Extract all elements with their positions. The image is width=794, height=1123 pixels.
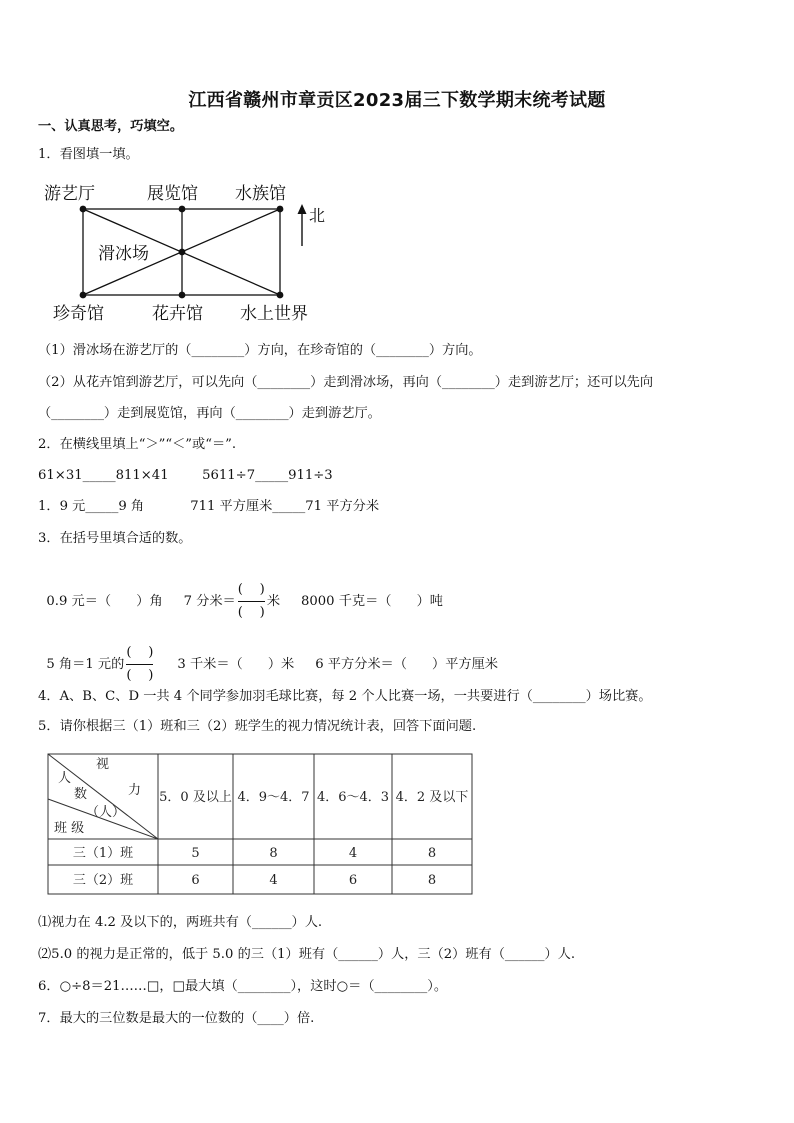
label-youyi: 游艺厅 (44, 184, 95, 204)
table-cell: 6 (191, 873, 200, 888)
q3-row1-right: 米 8000 千克＝（ ）吨 (266, 594, 443, 609)
diag-ren: 人 (58, 771, 72, 786)
q5-part2: ⑵5.0 的视力是正常的，低于 5.0 的三（1）班有（______）人，三（2）班有（______）人. (38, 947, 576, 962)
point-zhenqi (80, 292, 87, 299)
point-youyi (80, 206, 87, 213)
table-cell: 4 (348, 846, 358, 861)
table-row-label: 三（2）班 (72, 873, 134, 888)
label-zhenqi: 珍奇馆 (53, 304, 104, 324)
map-diagram (36, 176, 356, 328)
q1-part2-line1: （2）从花卉馆到游艺厅，可以先向（________）走到滑冰场，再向（________）走到游艺厅；还可以先向 (38, 375, 654, 390)
point-huahui (179, 292, 186, 299)
table-cell: 4 (269, 873, 278, 888)
label-huabing: 滑冰场 (98, 244, 149, 264)
north-label: 北 (309, 206, 326, 225)
table-row-label: 三（1）班 (72, 846, 134, 861)
diag-shu: 数 (74, 787, 88, 802)
q2-heading: 2．在横线里填上“＞”“＜”或“＝”. (38, 437, 237, 452)
section-heading: 一、认真思考，巧填空。 (38, 119, 184, 134)
north-arrow-icon (298, 204, 307, 246)
q3-row2-right: 3 千米＝（ ）米 6 平方分米＝（ ）平方厘米 (177, 657, 498, 672)
q5-heading: 5．请你根据三（1）班和三（2）班学生的视力情况统计表，回答下面问题. (38, 719, 477, 734)
fraction-blank: $\frac{( )}{( )}$ (237, 582, 265, 620)
point-shuishang (277, 292, 284, 299)
q2-row2: 1．9 元_____9 角 711 平方厘米_____71 平方分米 (38, 499, 380, 514)
q1-part2-line2: （________）走到展览馆，再向（________）走到游艺厅。 (38, 406, 381, 421)
table-cell: 5 (191, 846, 200, 861)
q3-row2 (38, 625, 498, 686)
q6: 6．○÷8＝21……□，□最大填（________），这时○＝（________）。 (38, 979, 448, 994)
q3-heading: 3．在括号里填合适的数。 (38, 531, 192, 546)
diag-class: 班 级 (54, 821, 85, 836)
table-header-cell: 4．9～4．7 (237, 790, 310, 805)
point-shuizu (277, 206, 284, 213)
table-header-cell: 4．2 及以下 (395, 790, 469, 805)
label-shuishang: 水上世界 (240, 304, 308, 324)
q4: 4．A、B、C、D 一共 4 个同学参加羽毛球比赛，每 2 个人比赛一场，一共要进行（________）场比赛。 (38, 689, 652, 704)
q3-row2-left: 5 角＝1 元的 (46, 657, 125, 672)
q5-part1: ⑴视力在 4.2 及以下的，两班共有（______）人. (38, 915, 323, 930)
point-zhanlan (179, 206, 186, 213)
table-header-cell: 4．6～4．3 (316, 790, 390, 805)
diag-vision: 视 (96, 757, 110, 772)
table-cell: 8 (427, 873, 437, 888)
label-zhanlan: 展览馆 (147, 184, 198, 204)
q3-row1-left: 0.9 元＝（ ）角 7 分米＝ (46, 594, 236, 609)
table-header-cell: 5．0 及以上 (159, 790, 232, 805)
q7: 7．最大的三位数是最大的一位数的（____）倍. (38, 1011, 315, 1026)
label-shuizu: 水族馆 (235, 184, 286, 204)
page-title: 江西省赣州市章贡区2023届三下数学期末统考试题 (188, 90, 606, 111)
q1-heading: 1．看图填一填。 (38, 147, 139, 162)
q3-row1 (38, 562, 443, 623)
diag-force: 力 (128, 783, 142, 798)
vision-table (46, 752, 474, 896)
point-huabing (179, 249, 186, 256)
fraction-blank: $\frac{( )}{( )}$ (126, 645, 154, 683)
q2-row1: 61×31_____811×41 5611÷7_____911÷3 (38, 468, 333, 483)
table-cell: 6 (348, 873, 358, 888)
diag-unit: （人） (86, 805, 126, 820)
label-huahui: 花卉馆 (152, 304, 203, 324)
table-cell: 8 (427, 846, 437, 861)
table-cell: 8 (269, 846, 278, 861)
q1-part1: （1）滑冰场在游艺厅的（________）方向，在珍奇馆的（________）方向。 (38, 343, 482, 358)
